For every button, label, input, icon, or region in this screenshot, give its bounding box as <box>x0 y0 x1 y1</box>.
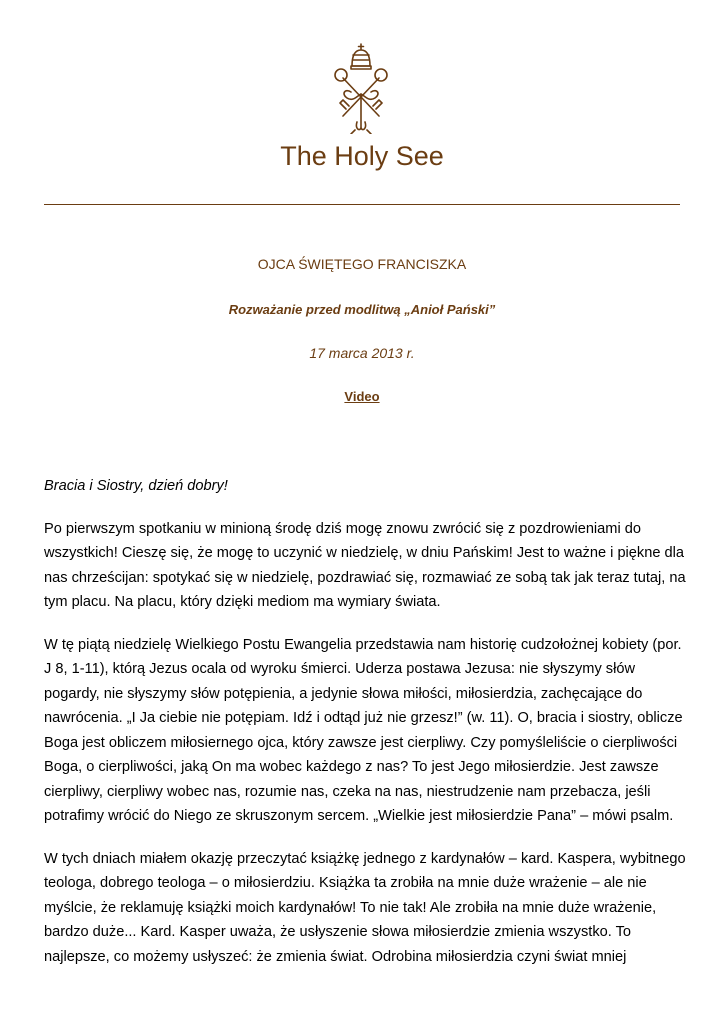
site-title: The Holy See <box>280 141 444 171</box>
video-link[interactable]: Video <box>344 389 380 404</box>
body-paragraph: W tych dniach miałem okazję przeczytać książkę jednego z kardynałów – kard. Kaspera, wybitnego teologa, dobrego teologa – o miłosierdziu. Książka ta zrobiła na mnie duże wrażenie – ale nie myślcie, że reklamuję książki moich kardynałów! To nie tak! Ale zrobiła na mnie duże wrażenie, bardzo duże... Kard. Kasper uważa, że usłyszenie słowa miłosierdzie zmienia wszystko. To najlepsze, co możemy usłyszeć: że zmienia świat. Odrobina miłosierdzia czyni świat mniej <box>44 850 686 965</box>
body-paragraph: Po pierwszym spotkaniu w minioną środę dziś mogę znowu zwrócić się z pozdrowieniami do wszystkich! Cieszę się, że mogę to uczynić w niedzielę, w dniu Pańskim! Jest to ważne i piękne dla nas chrześcijan: spotykać się w niedzielę, pozdrawiać się, rozmawiać ze sobą tak jak teraz tutaj, na tym placu. Na placu, który dzięki mediom ma wymiary świata. <box>44 520 686 610</box>
header-divider <box>44 204 680 205</box>
document-date: 17 marca 2013 r. <box>309 345 415 361</box>
body-paragraph: W tę piątą niedzielę Wielkiego Postu Ewangelia przedstawia nam historię cudzołożnej kobiety (por. J 8, 1-11), którą Jezus ocala od wyroku śmierci. Uderza postawa Jezusa: nie słyszymy słów pogardy, nie słyszymy słów potępienia, a jedynie słowa miłości, miłosierdzia, zachęcające do nawrócenia. „I Ja ciebie nie potępiam. Idź i odtąd już nie grzesz!” (w. 11). O, bracia i siostry, oblicze Boga jest obliczem miłosiernego ojca, który zawsze jest cierpliwy. Czy pomyśleliście o cierpliwości Boga, o cierpliwości, jaką On ma wobec każdego z nas? To jest Jego miłosierdzie. Jest zawsze cierpliwy, cierpliwy wobec nas, rozumie nas, czeka na nas, niestrudzenie nam przebacza, jeśli potrafimy wrócić do Niego ze skruszonym sercem. „Wielkie jest miłosierdzie Pana” – mówi psalm. <box>44 636 683 824</box>
document-subtitle: Rozważanie przed modlitwą „Anioł Pański” <box>228 302 496 317</box>
document-heading: OJCA ŚWIĘTEGO FRANCISZKA <box>257 256 467 272</box>
greeting: Bracia i Siostry, dzień dobry! <box>44 478 228 494</box>
papal-coat-of-arms-icon <box>321 42 401 134</box>
document-body <box>44 474 686 987</box>
